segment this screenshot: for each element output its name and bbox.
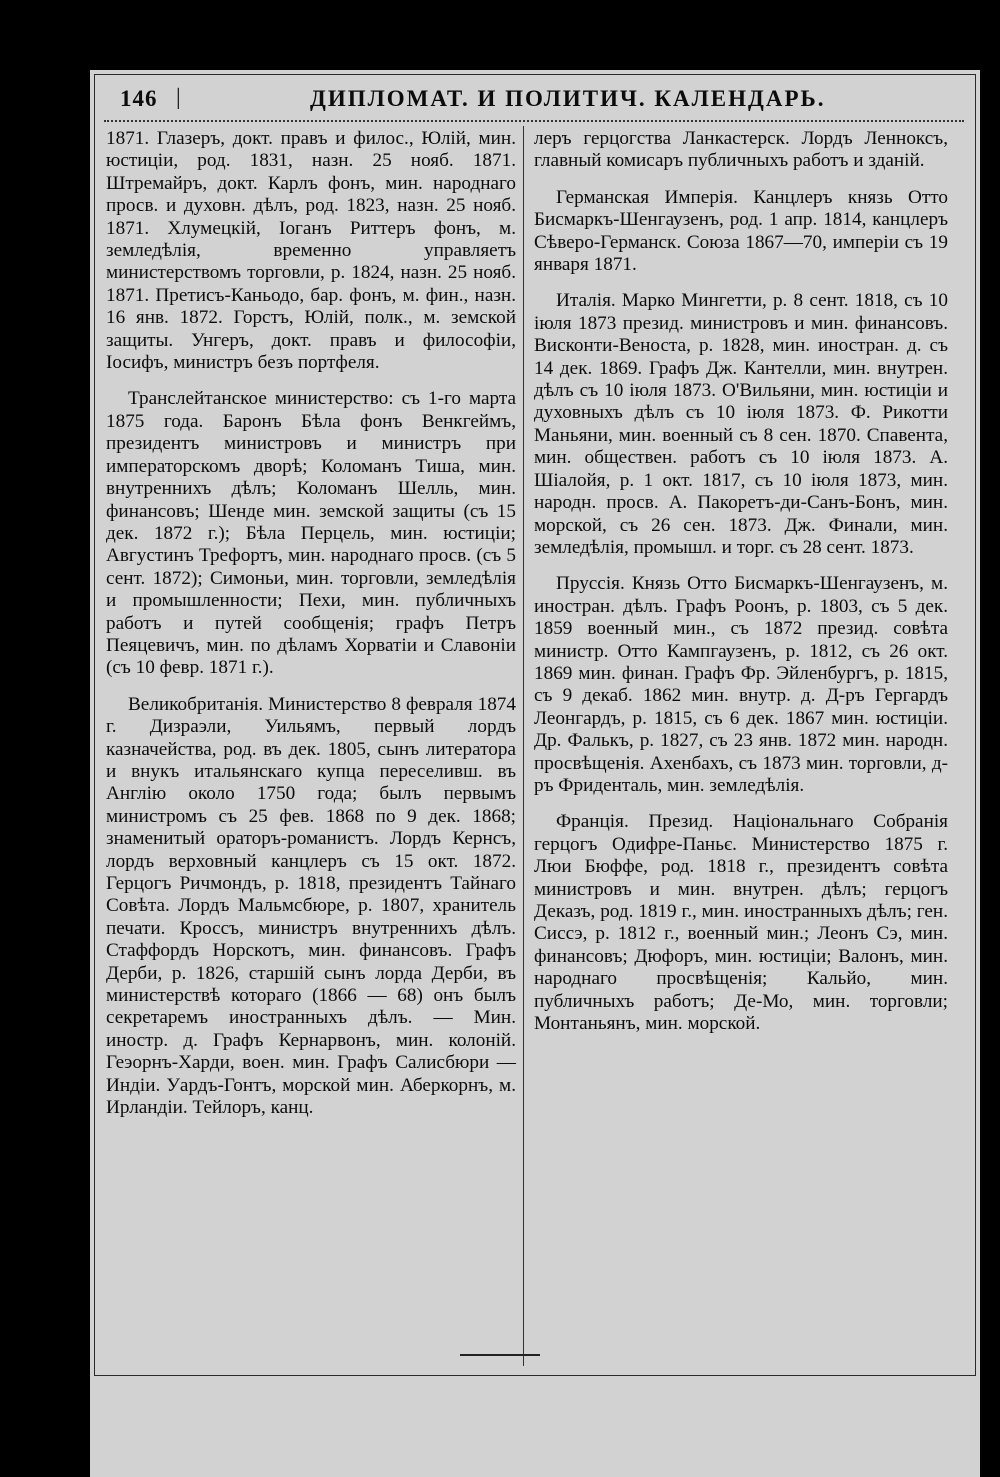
- paragraph-prussia: Пруссія. Князь Отто Бисмаркъ-Шенгаузенъ, м. иностран. дѣлъ. Графъ Роонъ, р. 1803, съ 5 дек. 1859 военный мин., съ 1872 презид. совѣта министр. Отто Кампгаузенъ, р. 1812, съ 26 окт. 1869 мин. финан. Графъ Фр. Эйленбургъ, р. 1815, съ 9 декаб. 1862 мин. внутр. д. Д-ръ Гергардъ Леонгардъ, р. 1815, съ 6 дек. 1867 мин. юстиціи. Др. Фалькъ, р. 1827, съ 23 янв. 1872 мин. народн. просвѣщенія. Ахенбахъ, съ 1873 мин. торговли, д-ръ Фриденталь, мин. земледѣлія.: [534, 573, 948, 796]
- header-separator: |: [176, 84, 182, 109]
- paragraph-germany: Германская Имперія. Канцлеръ князь Отто Бисмаркъ-Шенгаузенъ, род. 1 апр. 1814, канцлеръ Сѣверо-Германск. Союза 1867—70, имперіи съ 19 января 1871.: [534, 186, 948, 276]
- paragraph-great-britain: Великобританія. Министерство 8 февраля 1874 г. Дизраэли, Уильямъ, первый лордъ казначейства, род. въ дек. 1805, сынъ литератора и внукъ итальянскаго купца переселивш. въ Англію около 1750 года; былъ первымъ министромъ съ 25 фев. 1868 по 9 дек. 1868; знаменитый ораторъ-романистъ. Лордъ Кернсъ, лордъ верховный канцлеръ съ 15 окт. 1872. Герцогъ Ричмондъ, р. 1818, президентъ Тайнаго Совѣта. Лордъ Мальмсбюре, р. 1807, хранитель печати. Кроссъ, министръ внутреннихъ дѣлъ. Стаффордъ Норскотъ, мин. финансовъ. Графъ Дерби, р. 1826, старшій сынъ лорда Дерби, въ министерствѣ котораго (1866 — 68) онъ былъ секретаремъ иностранныхъ дѣлъ. — Мин. иностр. д. Графъ Кернарвонъ, мин. колоній. Геэорнъ-Харди, воен. мин. Графъ Салисбюри — Индіи. Уардъ-Гонтъ, морской мин. Аберкорнъ, м. Ирландіи. Тейлоръ, канц.: [106, 693, 516, 1119]
- running-title: ДИПЛОМАТ. И ПОЛИТИЧ. КАЛЕНДАРЬ.: [310, 86, 826, 111]
- paragraph-transleithania: Транслейтанское министерство: съ 1-го марта 1875 года. Баронъ Бѣла фонъ Венкгеймъ, президентъ министровъ и министръ при императорскомъ дворѣ; Коломанъ Тиша, мин. внутреннихъ дѣлъ; Коломанъ Шелль, мин. финансовъ; Шенде мин. земской защиты (съ 15 дек. 1872 г.); Бѣла Перцель, мин. юстиціи; Августинъ Трефортъ, мин. народнаго просв. (съ 5 сент. 1872); Симоньи, мин. торговли, земледѣлія и промышленности; Пехи, мин. публичныхъ работъ и путей сообщенія; графъ Петръ Пеяцевичъ, мин. по дѣламъ Хорватіи и Славоніи (съ 10 февр. 1871 г.).: [106, 388, 516, 679]
- column-divider: [523, 126, 524, 1366]
- right-column: [534, 128, 948, 1035]
- book-page: [90, 70, 980, 1477]
- paragraph-austria-cont: 1871. Глазеръ, докт. правъ и филос., Юлій, мин. юстиціи, род. 1831, назн. 25 нояб. 1871. Штремайръ, докт. Карлъ фонъ, мин. народнаго просв. и духовн. дѣлъ, род. 1823, назн. 25 нояб. 1871. Хлумецкій, Іоганъ Риттеръ фонъ, м. земледѣлія, временно управляетъ министерствомъ торговли, р. 1824, назн. 25 нояб. 1871. Претисъ-Каньодо, бар. фонъ, м. фин., назн. 16 янв. 1872. Горстъ, Юлій, полк., м. земской защиты. Унгеръ, докт. правъ и философіи, Іосифъ, министръ безъ портфеля.: [106, 128, 516, 374]
- header-rule: [104, 120, 964, 128]
- paragraph-france: Франція. Презид. Національнаго Собранія герцогъ Одифре-Паньє. Министерство 1875 г. Люи Бюффе, род. 1818 г., президентъ совѣта министровъ и мин. внутрен. дѣлъ; герцогъ Деказъ, род. 1819 г., мин. иностранныхъ дѣлъ; ген. Сиссэ, р. 1812 г., военный мин.; Леонъ Сэ, мин. финансовъ; Дюфоръ, мин. юстиціи; Валонъ, мин. народнаго просвѣщенія; Кальйо, мин. публичныхъ работъ; Де-Мо, мин. торговли; Монтаньянъ, мин. морской.: [534, 811, 948, 1035]
- left-column: [106, 128, 516, 1119]
- paragraph-italy: Италія. Марко Мингетти, р. 8 сент. 1818, съ 10 іюля 1873 презид. министровъ и мин. финансовъ. Висконти-Веноста, р. 1828, мин. иностран. д. съ 14 дек. 1869. Графъ Дж. Кантелли, мин. внутрен. дѣлъ съ 10 іюля 1873. О'Вильяни, мин. юстиціи и духовныхъ дѣлъ съ 10 іюля 1873. Ф. Рикотти Маньяни, мин. военный съ 8 сен. 1870. Спавента, мин. обществен. работъ съ 10 іюля 1873. А. Шіалойя, р. 1 окт. 1817, съ 10 іюля 1873, мин. народн. просв. А. Пакоретъ-ди-Санъ-Бонъ, мин. морской, съ 26 сен. 1873. Дж. Финали, мин. земледѣлія, промышл. и торг. съ 28 сент. 1873.: [534, 290, 948, 558]
- page-header: [110, 82, 960, 116]
- page-number: 146: [120, 86, 158, 111]
- footer-rule: [460, 1354, 540, 1356]
- paragraph-gb-cont: леръ герцогства Ланкастерск. Лордъ Ленноксъ, главный комисаръ публичныхъ работъ и зданій.: [534, 128, 948, 172]
